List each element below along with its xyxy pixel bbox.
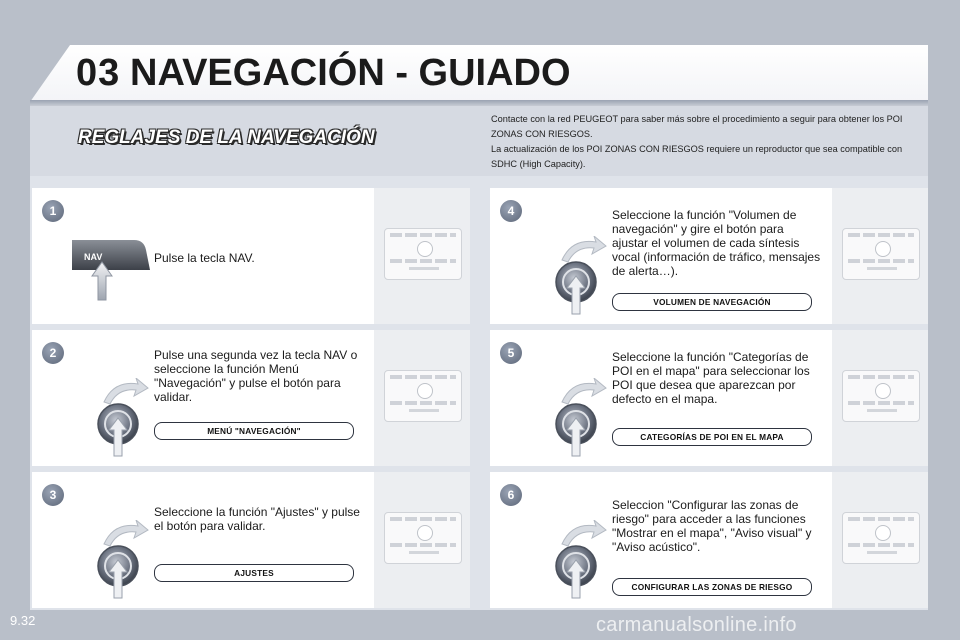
step-number-badge: 2 bbox=[42, 342, 64, 364]
radio-panel-photo bbox=[374, 472, 470, 608]
section-title: REGLAJES DE LA NAVEGACIÓN bbox=[78, 127, 375, 148]
menu-label-pill: AJUSTES bbox=[154, 564, 354, 582]
step-card-3 bbox=[32, 472, 470, 608]
step-number-badge: 6 bbox=[500, 484, 522, 506]
step-text: Seleccione la función "Volumen de navegación" y gire el botón para ajustar el volumen de cada síntesis vocal (información de tráfico, mensajes de alerta…). bbox=[612, 208, 821, 278]
rotary-knob-icon bbox=[90, 520, 150, 600]
step-text: Seleccione la función "Categorías de POI en el mapa" para seleccionar los POI que desea que aparezcan por defecto en el mapa. bbox=[612, 350, 810, 406]
rotary-knob-icon bbox=[548, 378, 608, 458]
step-number-badge: 5 bbox=[500, 342, 522, 364]
watermark: carmanualsonline.info bbox=[596, 614, 797, 636]
step-text: Pulse la tecla NAV. bbox=[154, 251, 255, 265]
menu-label-pill: VOLUMEN DE NAVEGACIÓN bbox=[612, 293, 812, 311]
step-number-badge: 4 bbox=[500, 200, 522, 222]
step-text: Seleccione la función "Ajustes" y pulse el botón para validar. bbox=[154, 505, 360, 533]
radio-panel-photo bbox=[374, 330, 470, 466]
radio-panel-photo bbox=[832, 472, 928, 608]
page-title: NAVEGACIÓN - GUIADO bbox=[130, 52, 571, 94]
page-number: 9.32 bbox=[10, 613, 36, 628]
chapter-number: 03 bbox=[76, 52, 121, 94]
header-corner-fold bbox=[30, 45, 70, 102]
step-number-badge: 1 bbox=[42, 200, 64, 222]
step-card-1 bbox=[32, 188, 470, 324]
info-note bbox=[491, 112, 921, 172]
step-number-badge: 3 bbox=[42, 484, 64, 506]
radio-panel-photo bbox=[832, 188, 928, 324]
menu-label-pill: MENÚ "NAVEGACIÓN" bbox=[154, 422, 354, 440]
rotary-knob-icon bbox=[548, 520, 608, 600]
info-note-line: La actualización de los POI ZONAS CON RIESGOS requiere un reproductor que sea compatible con SDHC (High Capacity). bbox=[491, 144, 903, 169]
menu-label-pill: CATEGORÍAS DE POI EN EL MAPA bbox=[612, 428, 812, 446]
step-card-6 bbox=[490, 472, 928, 608]
rotary-knob-icon bbox=[90, 378, 150, 458]
info-note-line: Contacte con la red PEUGEOT para saber más sobre el procedimiento a seguir para obtener los POI ZONAS CON RIESGOS. bbox=[491, 114, 903, 139]
nav-key-label: NAV bbox=[84, 252, 103, 262]
step-card-5 bbox=[490, 330, 928, 466]
radio-panel-photo bbox=[832, 330, 928, 466]
nav-key-icon bbox=[72, 236, 162, 306]
step-text: Pulse una segunda vez la tecla NAV o seleccione la función Menú "Navegación" y pulse el botón para validar. bbox=[154, 348, 358, 404]
menu-label-pill: CONFIGURAR LAS ZONAS DE RIESGO bbox=[612, 578, 812, 596]
step-card-4 bbox=[490, 188, 928, 324]
rotary-knob-icon bbox=[548, 236, 608, 316]
radio-panel-photo bbox=[374, 188, 470, 324]
step-text: Seleccion "Configurar las zonas de riesgo" para acceder a las funciones "Mostrar en el mapa", "Aviso visual" y "Aviso acústico". bbox=[612, 498, 812, 554]
step-card-2 bbox=[32, 330, 470, 466]
